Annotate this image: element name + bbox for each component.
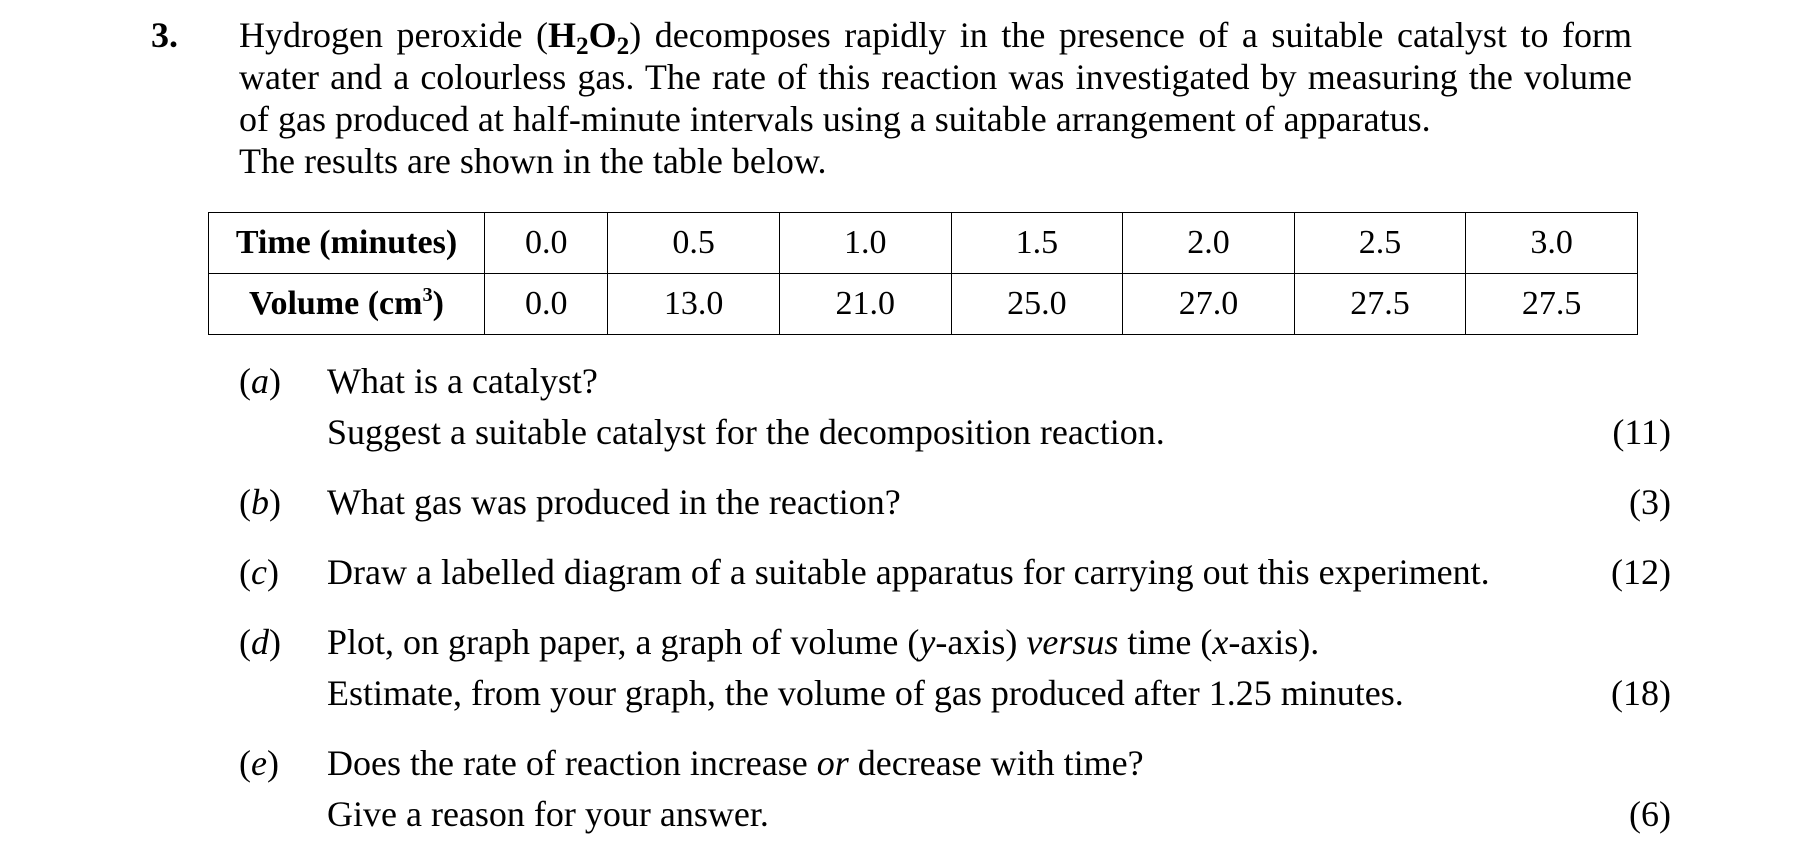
part-c-line1: Draw a labelled diagram of a suitable apparatus for carrying out this experiment. [327,552,1490,592]
part-a [239,356,1679,458]
part-c-marks: (12) [1611,552,1671,592]
part-e-label: (e) [239,743,279,783]
time-cell: 1.0 [779,213,951,274]
time-cell: 3.0 [1466,213,1638,274]
part-e [239,738,1679,840]
part-d-line1: Plot, on graph paper, a graph of volume (y-axis) versus time (x-axis). [327,622,1320,662]
part-b-label: (b) [239,482,281,522]
part-c-label: (c) [239,552,279,592]
part-b [239,477,1679,527]
part-a-marks: (11) [1612,412,1671,452]
volume-cell: 25.0 [951,274,1123,335]
part-c [239,547,1679,597]
question-intro [239,14,1632,182]
part-d-marks: (18) [1611,673,1671,713]
intro-paragraph: Hydrogen peroxide $(H_2O_2)$ decomposes rapidly in the presence of a suitable catalyst to form water and a colourless gas. The rate of this reaction was investigated by measuring the volume of gas produced at half-minute intervals using a suitable arrangement of apparatus. [239,15,1632,139]
volume-row [209,274,1638,335]
volume-cell: 0.0 [485,274,608,335]
part-b-marks: (3) [1629,482,1671,522]
part-e-line2: Give a reason for your answer. [327,794,769,834]
time-cell: 1.5 [951,213,1123,274]
time-row [209,213,1638,274]
volume-cell: 21.0 [779,274,951,335]
intro-results-line: The results are shown in the table below. [239,141,827,181]
volume-cell: 27.5 [1466,274,1638,335]
part-a-line2: Suggest a suitable catalyst for the decomposition reaction. [327,412,1165,452]
part-e-line1: Does the rate of reaction increase or decrease with time? [327,743,1144,783]
volume-header: Volume $(cm^3)$ [209,274,485,335]
part-d-line2: Estimate, from your graph, the volume of gas produced after 1.25 minutes. [327,673,1404,713]
volume-cell: 27.0 [1123,274,1295,335]
part-a-line1: What is a catalyst? [327,361,598,401]
question-number: 3. [151,15,178,55]
time-header: Time (minutes) [209,213,485,274]
time-cell: 0.5 [608,213,780,274]
part-e-marks: (6) [1629,794,1671,834]
part-d-label: (d) [239,622,281,662]
time-cell: 0.0 [485,213,608,274]
part-d [239,617,1679,719]
volume-cell: 27.5 [1294,274,1466,335]
formula-h2o2: $H_2O_2$ [548,15,630,61]
part-b-line1: What gas was produced in the reaction? [327,482,901,522]
part-a-label: (a) [239,361,281,401]
results-table [208,212,1638,335]
volume-cell: 13.0 [608,274,780,335]
time-cell: 2.0 [1123,213,1295,274]
time-cell: 2.5 [1294,213,1466,274]
